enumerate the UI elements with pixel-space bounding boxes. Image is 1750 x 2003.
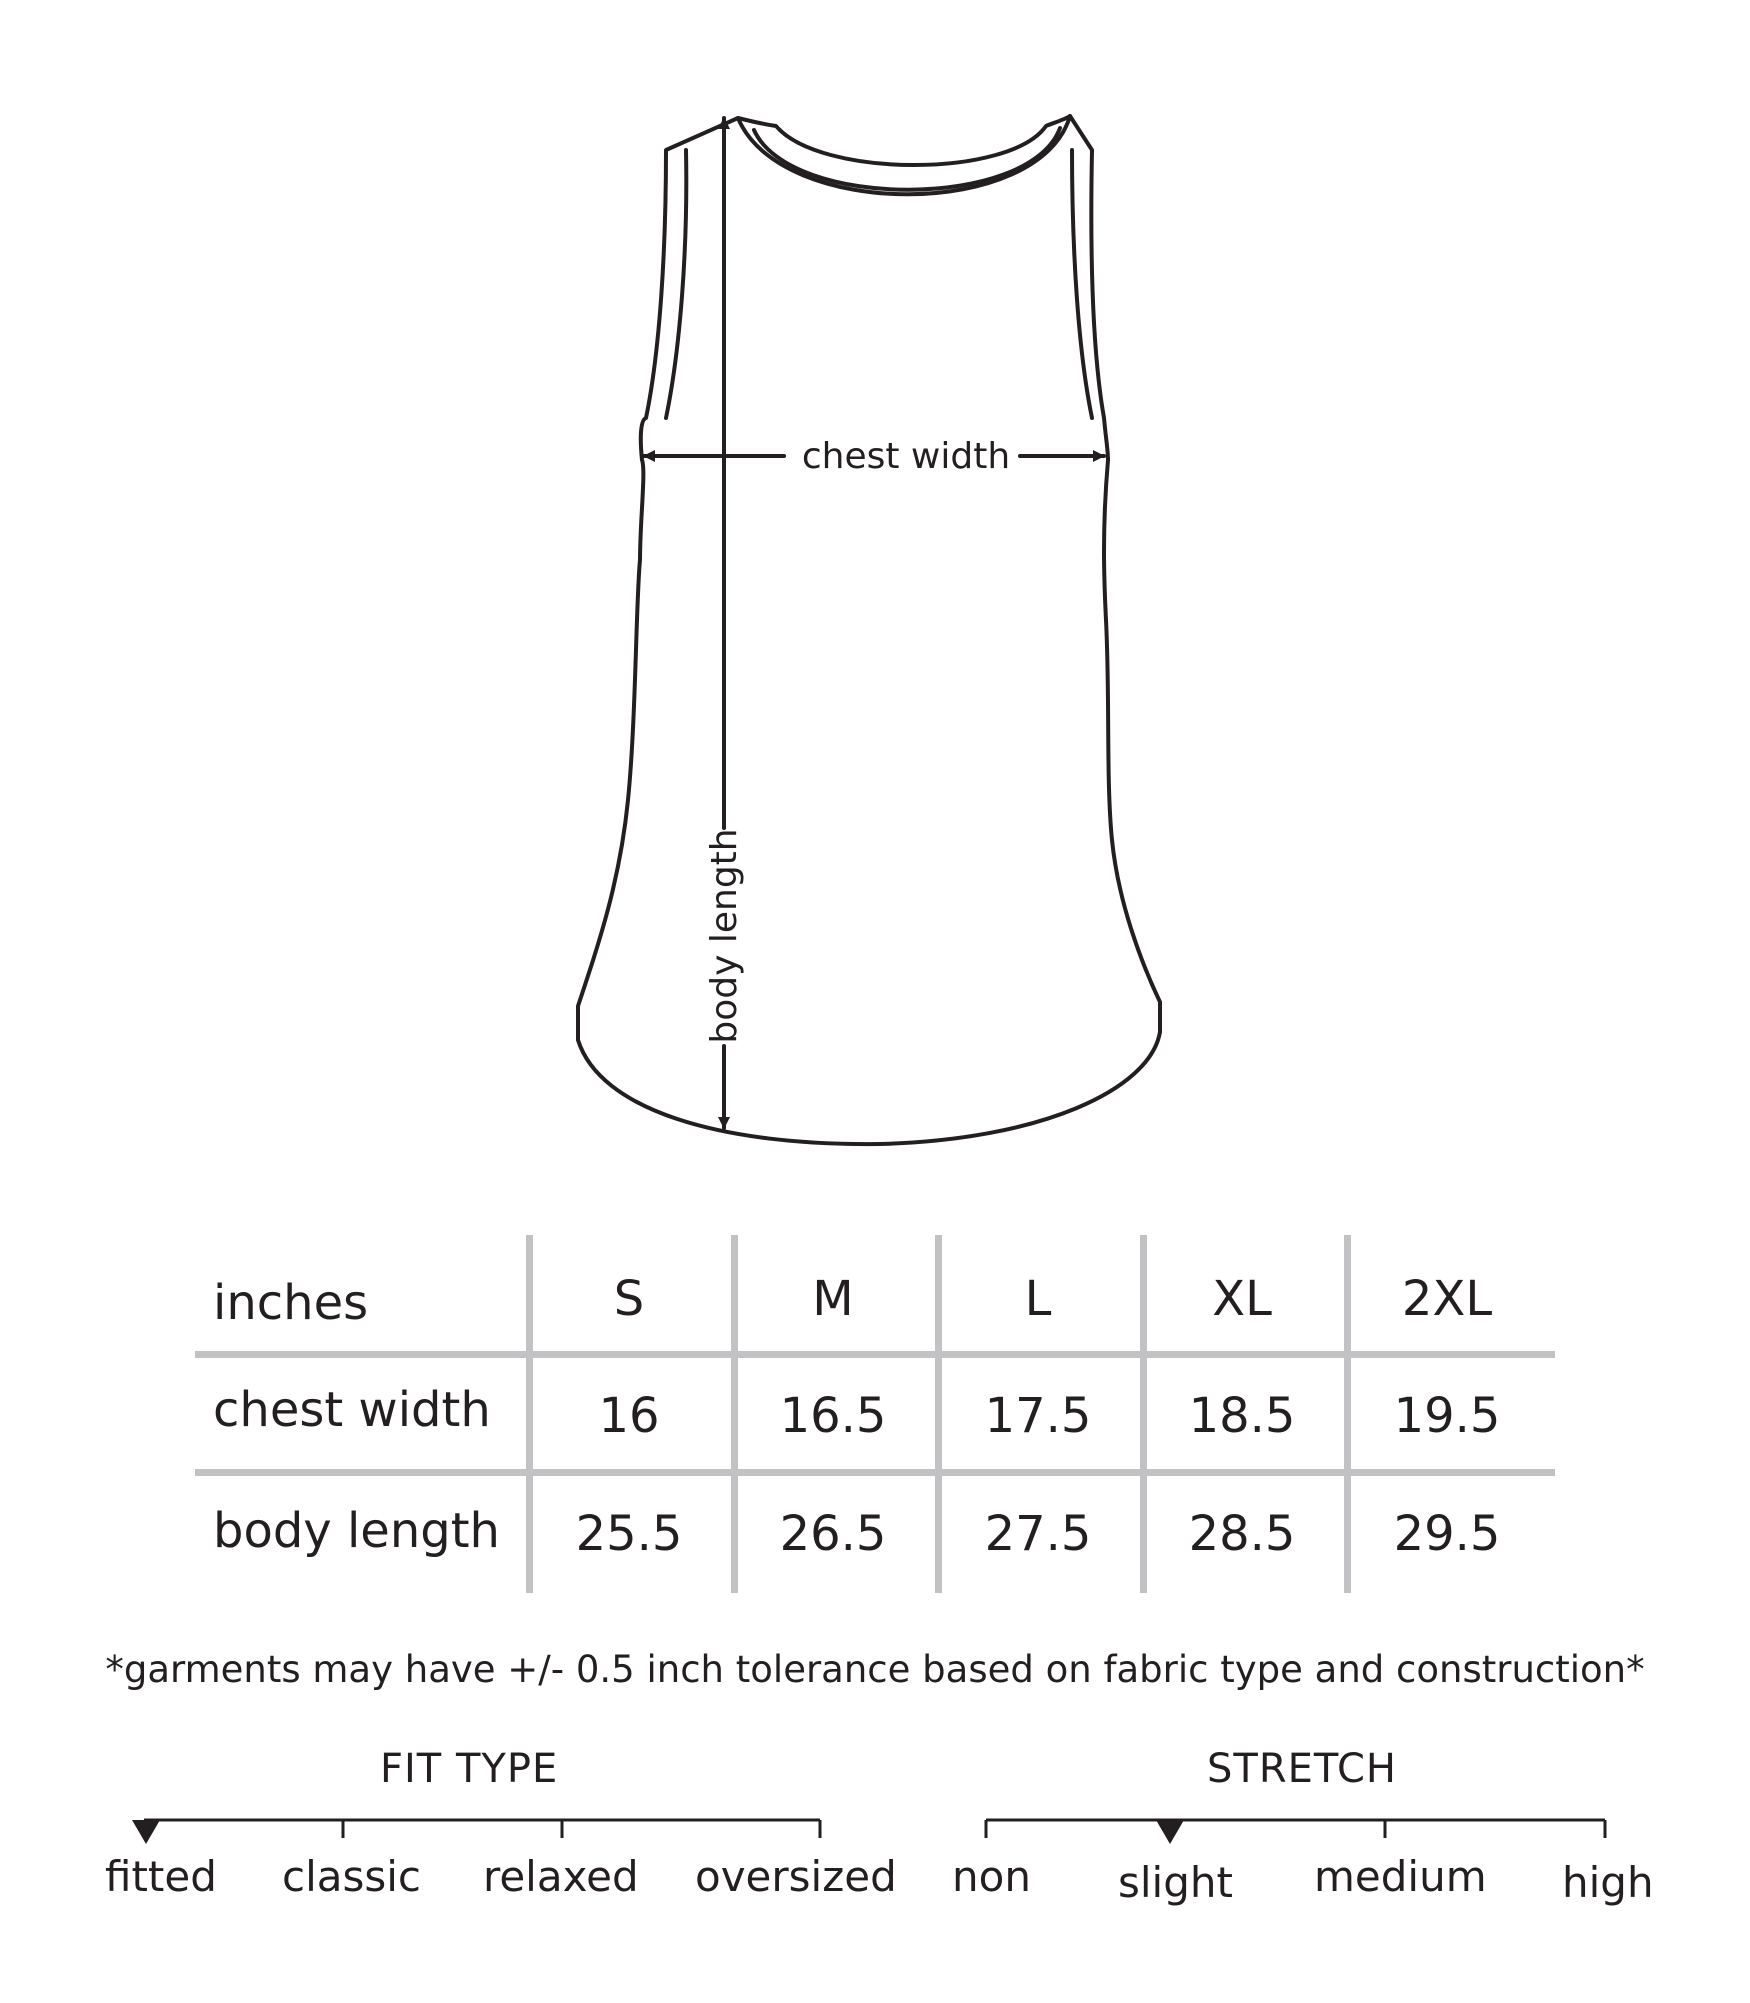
tolerance-note: *garments may have +/- 0.5 inch tolerance based on fabric type and construction*: [105, 1648, 1645, 1691]
row-label-chest-width: chest width: [213, 1382, 491, 1438]
table-rule: [195, 1469, 1555, 1476]
stretch-option-medium: medium: [1314, 1852, 1487, 1901]
size-header: M: [812, 1271, 854, 1327]
body-length-label: body length: [704, 828, 745, 1044]
table-divider: [935, 1235, 942, 1593]
table-cell: 18.5: [1188, 1388, 1296, 1444]
table-rule: [195, 1351, 1555, 1358]
fit-option-fitted: fitted: [105, 1852, 217, 1901]
table-cell: 26.5: [779, 1506, 887, 1562]
fit-option-classic: classic: [282, 1852, 422, 1901]
stretch-option-slight: slight: [1118, 1858, 1233, 1907]
stretch-option-non: non: [952, 1852, 1031, 1901]
neckline-edge: [738, 116, 1070, 194]
table-divider: [526, 1235, 533, 1593]
left-armhole-binding: [666, 150, 686, 418]
table-cell: 19.5: [1393, 1388, 1501, 1444]
fit-option-oversized: oversized: [695, 1852, 897, 1901]
right-armhole-binding: [1072, 150, 1092, 418]
fit-selected-marker-icon: [132, 1820, 160, 1844]
chest-width-label: chest width: [801, 436, 1011, 477]
size-header: XL: [1212, 1271, 1272, 1327]
stretch-title: STRETCH: [1207, 1746, 1397, 1792]
fit-type-title: FIT TYPE: [380, 1746, 559, 1792]
table-cell: 27.5: [984, 1506, 1092, 1562]
table-cell: 16.5: [779, 1388, 887, 1444]
table-cell: 25.5: [575, 1506, 683, 1562]
table-divider: [1140, 1235, 1147, 1593]
table-divider: [1344, 1235, 1351, 1593]
table-cell: 16: [598, 1388, 660, 1444]
size-header: L: [1024, 1271, 1052, 1327]
stretch-scale: [975, 1808, 1615, 1868]
stretch-option-high: high: [1562, 1858, 1654, 1907]
table-unit-label: inches: [213, 1275, 369, 1331]
table-cell: 28.5: [1188, 1506, 1296, 1562]
table-cell: 29.5: [1393, 1506, 1501, 1562]
table-divider: [731, 1235, 738, 1593]
stretch-selected-marker-icon: [1156, 1820, 1184, 1844]
neckline-binding: [754, 128, 1060, 190]
table-cell: 17.5: [984, 1388, 1092, 1444]
size-header: 2XL: [1401, 1271, 1493, 1327]
row-label-body-length: body length: [213, 1503, 500, 1559]
size-header: S: [613, 1271, 645, 1327]
size-table: [195, 1235, 1555, 1595]
garment-outline: [578, 116, 1160, 1144]
fit-option-relaxed: relaxed: [483, 1852, 639, 1901]
